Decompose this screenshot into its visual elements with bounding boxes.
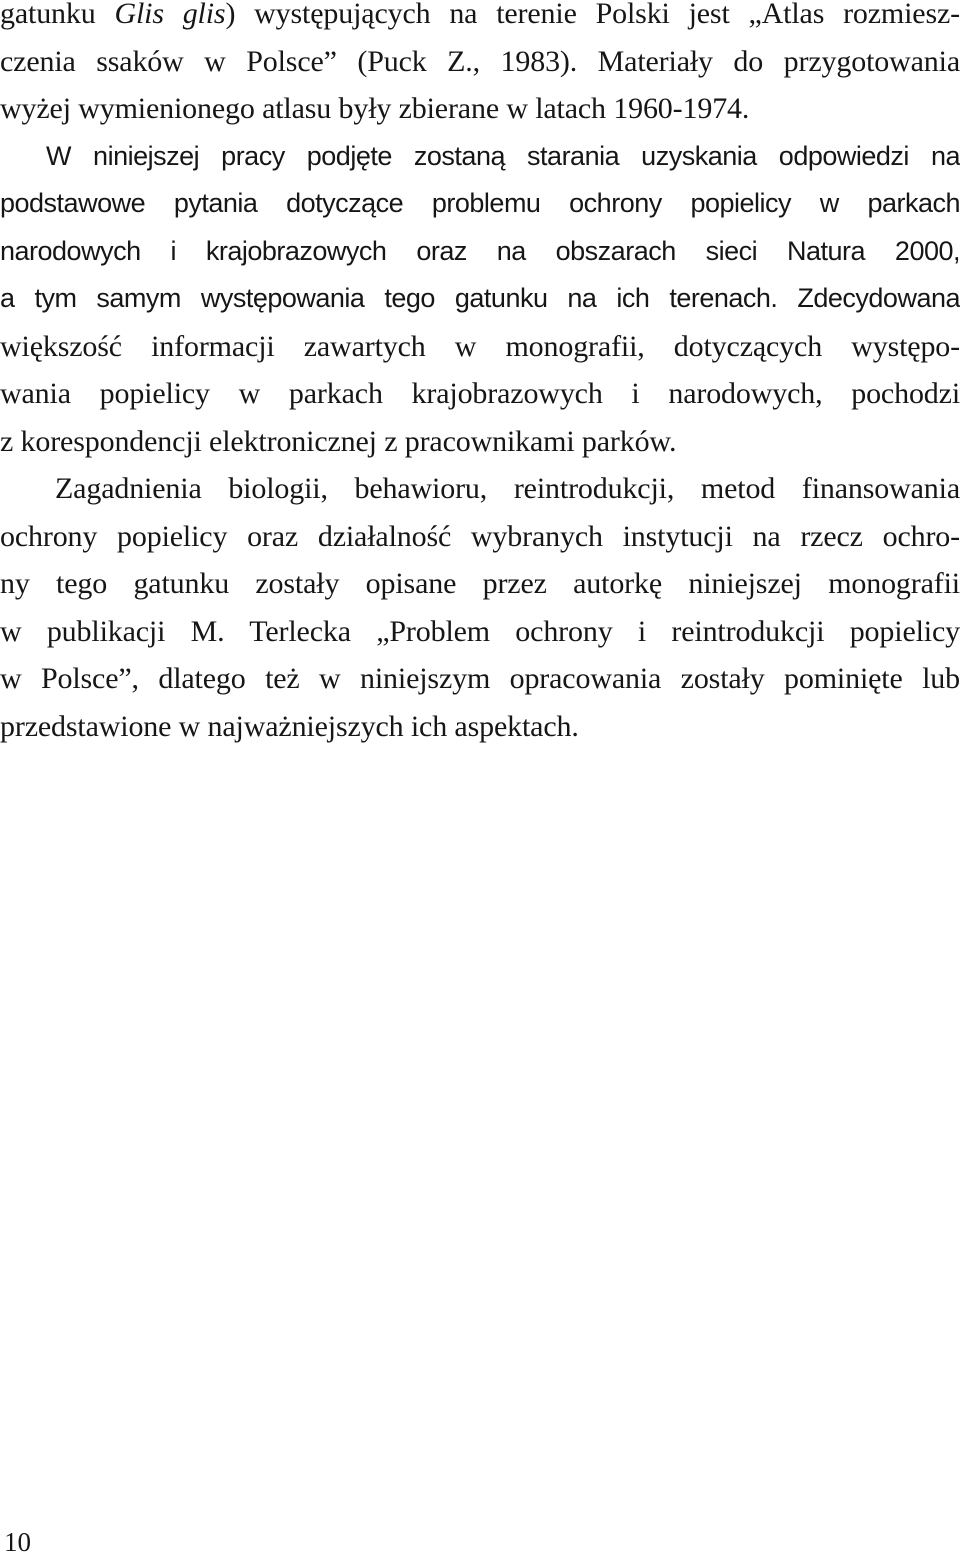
text-line: wania popielicy w parkach krajobrazowych i narodowych, pochodzi: [0, 377, 960, 410]
text-line: wyżej wymienionego atlasu były zbierane w latach 1960-1974.: [0, 92, 750, 125]
text-line: ochrony popielicy oraz działalność wybranych instytucji na rzecz ochro-: [0, 519, 960, 553]
paragraph-3: [0, 465, 960, 750]
text-line: podstawowe pytania dotyczące problemu ochrony popielicy w parkach: [0, 188, 960, 218]
text-line: a tym samym występowania tego gatunku na ich terenach. Zdecydowana: [0, 283, 960, 313]
text-fragment: gatunku: [0, 0, 115, 30]
paragraph-1: [0, 0, 960, 133]
text-line: Zagadnienia biologii, behawioru, reintrodukcji, metod finansowania: [55, 472, 960, 505]
text-line: [0, 0, 960, 38]
text-line: przedstawione w najważniejszych ich aspektach.: [0, 709, 579, 743]
text-line: w Polsce”, dlatego też w niniejszym opracowania zostały pominięte lub: [0, 662, 960, 695]
text-line: narodowych i krajobrazowych oraz na obszarach sieci Natura 2000,: [0, 235, 960, 266]
body-text: [0, 0, 960, 750]
page-number: 10: [4, 1527, 31, 1557]
text-line: większość informacji zawartych w monografii, dotyczących występo-: [0, 329, 960, 363]
text-line: z korespondencji elektronicznej z pracownikami parków.: [0, 424, 677, 458]
text-line: W niniejszej pracy podjęte zostaną starania uzyskania odpowiedzi na: [46, 140, 960, 171]
text-fragment: ) występujących na terenie Polski jest „Atlas rozmiesz-: [225, 0, 960, 30]
paragraph-2: [0, 133, 960, 466]
species-name-italic: Glis glis: [114, 0, 226, 30]
text-line: w publikacji M. Terlecka „Problem ochrony i reintrodukcji popielicy: [0, 614, 960, 648]
text-line: ny tego gatunku zostały opisane przez autorkę niniejszej monografii: [0, 567, 960, 600]
text-line: czenia ssaków w Polsce” (Puck Z., 1983). Materiały do przygotowania: [0, 44, 960, 78]
